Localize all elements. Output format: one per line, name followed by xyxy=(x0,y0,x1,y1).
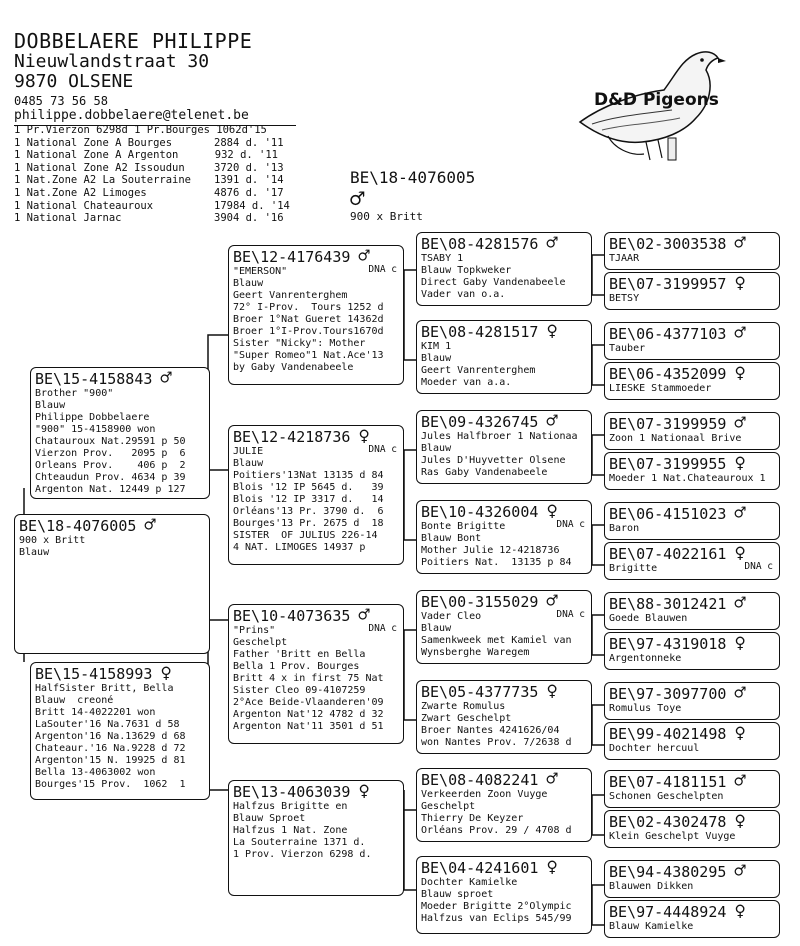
female-icon: ♀ xyxy=(160,662,172,684)
pigeon-info-line: Thierry De Keyzer xyxy=(421,813,524,824)
ring-text: BE\02-4302478 xyxy=(609,813,727,831)
pigeon-info-line: Blois '12 IP 3317 d. 14 xyxy=(233,494,384,505)
pigeon-info-line: by Gaby Vandenabeele xyxy=(233,362,354,373)
female-icon: ♀ xyxy=(734,810,746,832)
pigeon-info-line: Zwarte Romulus xyxy=(421,701,506,712)
ring-text: BE\15-4158993 xyxy=(35,665,153,683)
dna-badge: DNA c xyxy=(368,264,397,275)
pigeon-info-line: Blauw Bont xyxy=(421,533,482,544)
pigeon-info-line: Wynsberghe Waregem xyxy=(421,647,530,658)
result-value: 932 d. '11 xyxy=(214,149,278,162)
ring-number xyxy=(421,320,587,342)
pigeon-info-line: La Souterraine 1371 d. xyxy=(233,837,366,848)
pigeon-info-line: Father 'Britt en Bella xyxy=(233,649,366,660)
female-icon: ♀ xyxy=(734,722,746,744)
pigeon-info-line: Dochter hercuul xyxy=(609,743,700,754)
pigeon-info-line: Brother "900" xyxy=(35,388,114,399)
pigeon-info-line: 4 NAT. LIMOGES 14937 p xyxy=(233,542,366,553)
ring-number xyxy=(35,367,205,389)
pigeon-info-line: Broer Nantes 4241626/04 xyxy=(421,725,560,736)
pigeon-info-line: Argenton'16 Na.13629 d 68 xyxy=(35,731,186,742)
pigeon-info-line: Baron xyxy=(609,523,640,534)
ring-text: BE\07-3199957 xyxy=(609,275,727,293)
ring-text: BE\94-4380295 xyxy=(609,863,727,881)
ring-number xyxy=(421,856,587,878)
pigeon-info-line: Geschelpt xyxy=(421,801,476,812)
pigeon-info-line: TSABY 1 xyxy=(421,253,464,264)
pigeon-info-line: Klein Geschelpt Vuyge xyxy=(609,831,736,842)
male-icon: ♂ xyxy=(734,682,746,704)
pigeon-info-line: Poitiers Nat. 13135 p 84 xyxy=(421,557,572,568)
pigeon-info-line: JULIE xyxy=(233,446,264,457)
pigeon-info-line: Blois '12 IP 5645 d. 39 xyxy=(233,482,384,493)
pedigree-box-g1 xyxy=(416,232,592,306)
pigeon-info-line: Orléans Prov. 29 / 4708 d xyxy=(421,825,572,836)
male-icon: ♂ xyxy=(350,185,365,213)
ring-text: BE\06-4352099 xyxy=(609,365,727,383)
pigeon-info-line: Blauw creoné xyxy=(35,695,114,706)
result-text: 1 Nat.Zone A2 Limoges xyxy=(14,186,147,199)
pedigree-box-g7 xyxy=(416,768,592,842)
female-icon: ♀ xyxy=(734,632,746,654)
ring-number xyxy=(421,410,587,432)
male-icon: ♂ xyxy=(160,367,172,389)
pigeon-info-line: BETSY xyxy=(609,293,640,304)
pedigree-box-g6 xyxy=(416,680,592,754)
pedigree-box-b5 xyxy=(228,604,404,744)
ring-number xyxy=(609,810,775,832)
breeder-name: DOBBELAERE PHILIPPE xyxy=(14,29,253,53)
pigeon-info-line: Romulus Toye xyxy=(609,703,682,714)
pigeon-info-line: Goede Blauwen xyxy=(609,613,688,624)
pigeon-info-line: 1 Prov. Vierzon 6298 d. xyxy=(233,849,372,860)
pigeon-info-line: Bonte Brigitte xyxy=(421,521,506,532)
pedigree-box-g2 xyxy=(416,320,592,394)
female-icon: ♀ xyxy=(734,452,746,474)
male-icon: ♂ xyxy=(734,592,746,614)
pigeon-info-line: Poitiers'13Nat 13135 d 84 xyxy=(233,470,384,481)
ring-text: BE\12-4218736 xyxy=(233,428,351,446)
pedigree-box-b6 xyxy=(228,780,404,896)
pedigree-box-h6 xyxy=(604,452,780,490)
ring-text: BE\10-4073635 xyxy=(233,607,351,625)
pedigree-box-h7 xyxy=(604,502,780,540)
pigeon-info-line: Argenton'15 N. 19925 d 81 xyxy=(35,755,186,766)
pigeon-info-line: Halfzus van Eclips 545/99 xyxy=(421,913,572,924)
pigeon-info-line: HalfSister Britt, Bella xyxy=(35,683,174,694)
pedigree-box-g4 xyxy=(416,500,592,574)
ring-number xyxy=(609,412,775,434)
male-icon: ♂ xyxy=(734,232,746,254)
pigeon-info-line: Broer 1°I-Prov.Tours1670d xyxy=(233,326,384,337)
ring-text: BE\07-4181151 xyxy=(609,773,727,791)
pigeon-info-line: "900" 15-4158900 won xyxy=(35,424,156,435)
ring-number xyxy=(609,232,775,254)
pigeon-info-line: LaSouter'16 Na.7631 d 58 xyxy=(35,719,180,730)
pigeon-info-line: Geschelpt xyxy=(233,637,288,648)
ring-text: BE\04-4241601 xyxy=(421,859,539,877)
pedigree-box-g5 xyxy=(416,590,592,664)
female-icon: ♀ xyxy=(546,320,558,342)
pedigree-box-h14 xyxy=(604,810,780,848)
result-text: 1 National Jarnac xyxy=(14,212,122,225)
pigeon-info-line: Zoon 1 Nationaal Brive xyxy=(609,433,742,444)
ring-text: BE\13-4063039 xyxy=(233,783,351,801)
ring-number xyxy=(421,232,587,254)
ring-number xyxy=(609,682,775,704)
ring-text: BE\08-4082241 xyxy=(421,771,539,789)
pigeon-info-line: Moeder Brigitte 2°Olympic xyxy=(421,901,572,912)
pigeon-info-line: Vader van o.a. xyxy=(421,289,506,300)
ring-number xyxy=(421,680,587,702)
pigeon-info-line: Blauw sproet xyxy=(421,889,494,900)
ring-number xyxy=(609,322,775,344)
ring-text: BE\97-4448924 xyxy=(609,903,727,921)
pedigree-box-h16 xyxy=(604,900,780,938)
pigeon-info-line: Chatauroux Nat.29591 p 50 xyxy=(35,436,186,447)
ring-text: BE\07-3199959 xyxy=(609,415,727,433)
pigeon-info-line: Blauw Sproet xyxy=(233,813,306,824)
ring-text: BE\99-4021498 xyxy=(609,725,727,743)
pigeon-info-line: Bella 13-4063002 won xyxy=(35,767,156,778)
ring-number xyxy=(421,768,587,790)
male-icon: ♂ xyxy=(358,604,370,626)
subject-parents: 900 x Britt xyxy=(350,210,423,223)
logo-text: D&D Pigeons xyxy=(594,90,719,110)
result-value: 4876 d. '17 xyxy=(214,186,284,199)
female-icon: ♀ xyxy=(734,900,746,922)
pigeon-info-line: Brigitte xyxy=(609,563,658,574)
pedigree-box-h5 xyxy=(604,412,780,450)
pigeon-info-line: Bella 1 Prov. Bourges xyxy=(233,661,360,672)
result-text: 1 Pr.Vierzon 6298d 1 Pr.Bourges 1062d'15 xyxy=(14,124,267,136)
male-icon: ♂ xyxy=(546,232,558,254)
ring-text: BE\09-4326745 xyxy=(421,413,539,431)
pigeon-info-line: Geert Vanrenterghem xyxy=(233,290,348,301)
ring-text: BE\18-4076005 xyxy=(19,517,137,535)
breeder-phone: 0485 73 56 58 xyxy=(14,94,108,108)
pedigree-box-b2 xyxy=(30,662,210,800)
pigeon-info-line: Schonen Geschelpten xyxy=(609,791,724,802)
ring-number xyxy=(609,722,775,744)
pigeon-info-line: 900 x Britt xyxy=(19,535,86,546)
result-value: 2884 d. '11 xyxy=(214,136,284,149)
ring-text: BE\08-4281517 xyxy=(421,323,539,341)
male-icon: ♂ xyxy=(734,322,746,344)
ring-number xyxy=(609,632,775,654)
pigeon-info-line: Blauw xyxy=(19,547,50,558)
male-icon: ♂ xyxy=(734,770,746,792)
pigeon-info-line: Blauwen Dikken xyxy=(609,881,694,892)
male-icon: ♂ xyxy=(546,768,558,790)
breeder-street: Nieuwlandstraat 30 xyxy=(14,51,210,72)
pigeon-info-line: Britt 14-4022201 won xyxy=(35,707,156,718)
ring-number xyxy=(609,592,775,614)
pedigree-box-h13 xyxy=(604,770,780,808)
pigeon-info-line: Broer 1°Nat Gueret 14362d xyxy=(233,314,384,325)
pedigree-box-g3 xyxy=(416,410,592,484)
pigeon-info-line: Geert Vanrenterghem xyxy=(421,365,536,376)
pigeon-info-line: Dochter Kamielke xyxy=(421,877,518,888)
result-text: 1 National Zone A Bourges xyxy=(14,136,173,149)
male-icon: ♂ xyxy=(546,410,558,432)
ring-number xyxy=(609,502,775,524)
result-text: 1 National Zone A Argenton xyxy=(14,149,179,162)
ring-number xyxy=(233,780,399,802)
pedigree-box-b4 xyxy=(228,425,404,565)
pigeon-info-line: Philippe Dobbelaere xyxy=(35,412,150,423)
pigeon-info-line: Argentonneke xyxy=(609,653,682,664)
pigeon-info-line: Jules Halfbroer 1 Nationaa xyxy=(421,431,578,442)
ring-text: BE\10-4326004 xyxy=(421,503,539,521)
pigeon-info-line: Blauw xyxy=(233,458,264,469)
pigeon-info-line: Orleans Prov. 406 p 2 xyxy=(35,460,186,471)
pedigree-box-b3 xyxy=(228,245,404,385)
pedigree-box-h8 xyxy=(604,542,780,580)
pigeon-info-line: LIESKE Stammoeder xyxy=(609,383,712,394)
pigeon-info-line: KIM 1 xyxy=(421,341,452,352)
ring-number xyxy=(609,860,775,882)
female-icon: ♀ xyxy=(358,425,370,447)
pigeon-info-line: Zwart Geschelpt xyxy=(421,713,512,724)
male-icon: ♂ xyxy=(546,590,558,612)
result-value: 3720 d. '13 xyxy=(214,161,284,174)
ring-text: BE\05-4377735 xyxy=(421,683,539,701)
ring-text: BE\97-4319018 xyxy=(609,635,727,653)
pedigree-box-h15 xyxy=(604,860,780,898)
male-icon: ♂ xyxy=(358,245,370,267)
pedigree-box-h2 xyxy=(604,272,780,310)
pigeon-info-line: Moeder van a.a. xyxy=(421,377,512,388)
pigeon-info-line: Halfzus Brigitte en xyxy=(233,801,348,812)
ring-number xyxy=(19,514,205,536)
male-icon: ♂ xyxy=(734,860,746,882)
pigeon-info-line: Argenton Nat'11 3501 d 51 xyxy=(233,721,384,732)
pigeon-info-line: Vierzon Prov. 2095 p 6 xyxy=(35,448,186,459)
female-icon: ♀ xyxy=(734,272,746,294)
ring-number xyxy=(609,362,775,384)
pigeon-info-line: Halfzus 1 Nat. Zone xyxy=(233,825,348,836)
result-text: 1 Nat.Zone A2 La Souterraine xyxy=(14,174,192,187)
pedigree-box-h10 xyxy=(604,632,780,670)
pigeon-info-line: Blauw xyxy=(421,443,452,454)
breeder-email[interactable]: philippe.dobbelaere@telenet.be xyxy=(14,108,249,123)
ring-text: BE\06-4377103 xyxy=(609,325,727,343)
female-icon: ♀ xyxy=(546,856,558,878)
pigeon-info-line: Blauw xyxy=(421,353,452,364)
male-icon: ♂ xyxy=(144,514,156,536)
dna-badge: DNA c xyxy=(368,623,397,634)
pigeon-info-line: Direct Gaby Vandenabeele xyxy=(421,277,566,288)
ring-text: BE\07-3199955 xyxy=(609,455,727,473)
pigeon-info-line: Sister Cleo 09-4107259 xyxy=(233,685,366,696)
pigeon-info-line: Sister "Nicky": Mother xyxy=(233,338,366,349)
pedigree-box-h3 xyxy=(604,322,780,360)
result-text: 1 National Zone A2 Issoudun xyxy=(14,161,185,174)
pigeon-info-line: Blauw xyxy=(233,278,264,289)
pigeon-info-line: Verkeerden Zoon Vuyge xyxy=(421,789,548,800)
pigeon-info-line: Moeder 1 Nat.Chateauroux 1 xyxy=(609,473,766,484)
female-icon: ♀ xyxy=(546,500,558,522)
pigeon-info-line: Chateaur.'16 Na.9228 d 72 xyxy=(35,743,186,754)
ring-number xyxy=(35,662,205,684)
pedigree-box-h1 xyxy=(604,232,780,270)
dna-badge: DNA c xyxy=(556,609,585,620)
pigeon-info-line: Jules D'Huyvetter Olsene xyxy=(421,455,566,466)
ring-number xyxy=(609,900,775,922)
pedigree-box-h9 xyxy=(604,592,780,630)
pedigree-box-h4 xyxy=(604,362,780,400)
result-text: 1 National Chateauroux xyxy=(14,199,154,212)
pigeon-info-line: Bourges'13 Pr. 2675 d 18 xyxy=(233,518,384,529)
ring-number xyxy=(609,452,775,474)
pigeon-info-line: 2°Ace Beide-Vlaanderen'09 xyxy=(233,697,384,708)
pigeon-info-line: Vader Cleo xyxy=(421,611,482,622)
pigeon-info-line: Argenton Nat'12 4782 d 32 xyxy=(233,709,384,720)
ring-text: BE\12-4176439 xyxy=(233,248,351,266)
result-value: 3904 d. '16 xyxy=(214,212,284,225)
ring-text: BE\00-3155029 xyxy=(421,593,539,611)
pigeon-info-line: TJAAR xyxy=(609,253,640,264)
female-icon: ♀ xyxy=(546,680,558,702)
pigeon-info-line: "Prins" xyxy=(233,625,276,636)
pedigree-box-h12 xyxy=(604,722,780,760)
pigeon-info-line: Samenkweek met Kamiel van xyxy=(421,635,572,646)
pigeon-info-line: Bourges'15 Prov. 1062 1 xyxy=(35,779,186,790)
ring-text: BE\02-3003538 xyxy=(609,235,727,253)
pigeon-info-line: Orléans'13 Pr. 3790 d. 6 xyxy=(233,506,384,517)
result-value: 1391 d. '14 xyxy=(214,174,284,187)
pigeon-info-line: "EMERSON" xyxy=(233,266,288,277)
female-icon: ♀ xyxy=(734,362,746,384)
ring-text: BE\15-4158843 xyxy=(35,370,153,388)
pedigree-box-g8 xyxy=(416,856,592,934)
breeder-city: 9870 OLSENE xyxy=(14,71,134,92)
ring-text: BE\88-3012421 xyxy=(609,595,727,613)
dna-badge: DNA c xyxy=(556,519,585,530)
pigeon-info-line: "Super Romeo"1 Nat.Ace'13 xyxy=(233,350,384,361)
ring-text: BE\97-3097700 xyxy=(609,685,727,703)
pigeon-info-line: SISTER OF JULIUS 226-14 xyxy=(233,530,378,541)
pedigree-box-b0 xyxy=(14,514,210,654)
female-icon: ♀ xyxy=(358,780,370,802)
pigeon-info-line: Britt 4 x in first 75 Nat xyxy=(233,673,384,684)
pigeon-info-line: 72° I-Prov. Tours 1252 d xyxy=(233,302,384,313)
pigeon-info-line: won Nantes Prov. 7/2638 d xyxy=(421,737,572,748)
pedigree-box-h11 xyxy=(604,682,780,720)
ring-text: BE\06-4151023 xyxy=(609,505,727,523)
ring-text: BE\08-4281576 xyxy=(421,235,539,253)
ring-text: BE\07-4022161 xyxy=(609,545,727,563)
pigeon-info-line: Blauw xyxy=(35,400,66,411)
pigeon-info-line: Ras Gaby Vandenabeele xyxy=(421,467,548,478)
pigeon-info-line: Chteaudun Prov. 4634 p 39 xyxy=(35,472,186,483)
result-value: 17984 d. '14 xyxy=(214,199,290,212)
ring-number xyxy=(609,770,775,792)
pigeon-info-line: Tauber xyxy=(609,343,646,354)
male-icon: ♂ xyxy=(734,502,746,524)
male-icon: ♂ xyxy=(734,412,746,434)
subject-ring: BE\18-4076005 xyxy=(350,168,476,187)
female-icon: ♀ xyxy=(734,542,746,564)
dna-badge: DNA c xyxy=(744,561,773,572)
pigeon-info-line: Blauw Topkweker xyxy=(421,265,512,276)
pigeon-info-line: Argenton Nat. 12449 p 127 xyxy=(35,484,186,495)
dna-badge: DNA c xyxy=(368,444,397,455)
pigeon-info-line: Mother Julie 12-4218736 xyxy=(421,545,560,556)
pigeon-info-line: Blauw xyxy=(421,623,452,634)
pedigree-box-b1 xyxy=(30,367,210,499)
ring-number xyxy=(609,272,775,294)
pigeon-info-line: Blauw Kamielke xyxy=(609,921,694,932)
